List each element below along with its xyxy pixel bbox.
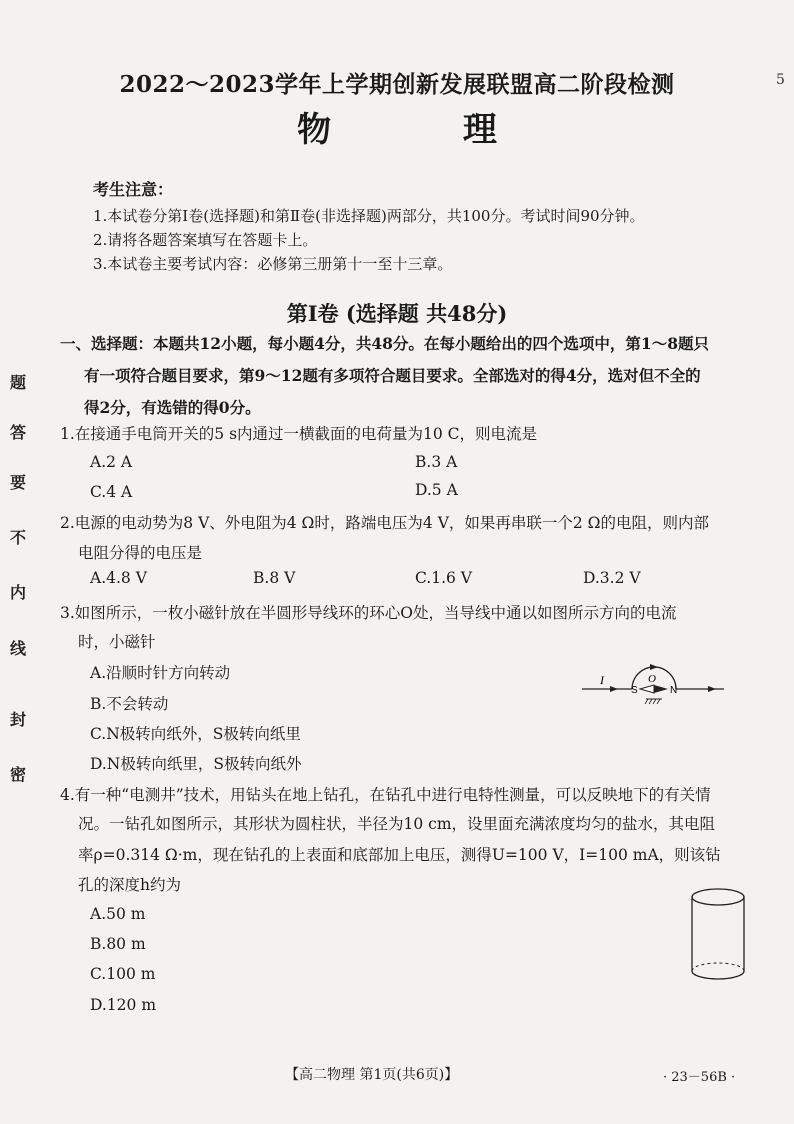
exam-title: 2022～2023学年上学期创新发展联盟高二阶段检测 (119, 71, 675, 98)
question-2-stem: 电阻分得的电压是 (78, 544, 203, 562)
section-heading: 第Ⅰ卷 (选择题 共48分) (286, 301, 508, 326)
current-label: I (600, 673, 604, 687)
q1-option-c: C.4 A (90, 483, 133, 501)
cylinder-bottom-back (692, 963, 744, 971)
exam-subject: 物 理 (297, 110, 557, 150)
q1-option-b: B.3 A (415, 453, 458, 471)
q2-option-a: A.4.8 V (90, 569, 147, 587)
q4-option-b: B.80 m (90, 935, 146, 953)
page-footer: 【高二物理 第1页(共6页)】 (285, 1067, 459, 1083)
q3-option-a: A.沿顺时针方向转动 (90, 664, 231, 682)
paper-code: · 23－56B · (663, 1070, 736, 1085)
current-arrow-right (708, 686, 716, 692)
question-2-stem: 2.电源的电动势为8 V、外电阻为4 Ω时，路端电压为4 V，如果再串联一个2 Ω的电阻，则内部 (60, 514, 710, 532)
edge-mark: 5 (776, 72, 785, 88)
q1-option-a: A.2 A (90, 453, 133, 471)
margin-char: 内 (9, 583, 26, 602)
q4-option-c: C.100 m (90, 965, 156, 983)
notice-heading: 考生注意： (93, 180, 174, 199)
margin-char: 密 (9, 765, 26, 784)
margin-char: 封 (9, 710, 26, 729)
center-label: O (648, 673, 656, 685)
question-4-stem: 孔的深度h约为 (78, 876, 181, 894)
q2-option-c: C.1.6 V (415, 569, 473, 587)
question-3-stem: 时，小磁针 (78, 633, 156, 651)
question-4-stem: 况。一钻孔如图所示，其形状为圆柱状，半径为10 cm，设里面充满浓度均匀的盐水，其电阻 (78, 815, 716, 833)
q3-option-b: B.不会转动 (90, 695, 169, 713)
margin-char: 线 (9, 639, 26, 658)
question-4-stem: 率ρ=0.314 Ω·m，现在钻孔的上表面和底部加上电压，测得U=100 V，I=100 mA，则该钻 (78, 846, 721, 864)
margin-char: 不 (9, 528, 26, 547)
cylinder-top (692, 889, 744, 905)
south-label: S (631, 685, 638, 696)
section-instructions: 有一项符合题目要求，第9～12题有多项符合题目要求。全部选对的得4分，选对但不全的 (84, 366, 701, 385)
current-arrow-top (650, 664, 658, 670)
needle-south (640, 685, 654, 693)
semicircle-wire-figure (580, 655, 730, 715)
q4-option-d: D.120 m (90, 996, 157, 1014)
question-1-stem: 1.在接通手电筒开关的5 s内通过一横截面的电荷量为10 C，则电流是 (60, 425, 538, 443)
question-3-stem: 3.如图所示，一枚小磁针放在半圆形导线环的环心O处，当导线中通以如图所示方向的电流 (60, 604, 677, 622)
notice-item: 1.本试卷分第Ⅰ卷(选择题)和第Ⅱ卷(非选择题)两部分，共100分。考试时间90分钟。 (93, 207, 645, 225)
cylinder-bottom-front (692, 971, 744, 979)
margin-char: 题 (9, 373, 26, 392)
q2-option-d: D.3.2 V (583, 569, 641, 587)
current-arrow-left (610, 686, 618, 692)
section-instructions: 得2分，有选错的得0分。 (84, 398, 261, 417)
margin-char: 答 (9, 423, 26, 442)
notice-item: 2.请将各题答案填写在答题卡上。 (93, 231, 318, 249)
notice-item: 3.本试卷主要考试内容：必修第三册第十一至十三章。 (93, 255, 453, 273)
north-label: N (670, 685, 678, 696)
section-instructions: 一、选择题：本题共12小题，每小题4分，共48分。在每小题给出的四个选项中，第1～8题只 (60, 334, 709, 353)
question-4-stem: 4.有一种“电测井”技术，用钻头在地上钻孔，在钻孔中进行电特性测量，可以反映地下的有关情 (60, 786, 711, 804)
q3-option-d: D.N极转向纸里，S极转向纸外 (90, 755, 302, 773)
needle-north (654, 685, 668, 693)
q4-option-a: A.50 m (90, 905, 146, 923)
q2-option-b: B.8 V (253, 569, 296, 587)
q1-option-d: D.5 A (415, 481, 458, 499)
margin-char: 要 (9, 473, 26, 492)
cylinder-borehole-figure (685, 885, 751, 985)
q3-option-c: C.N极转向纸外，S极转向纸里 (90, 725, 301, 743)
